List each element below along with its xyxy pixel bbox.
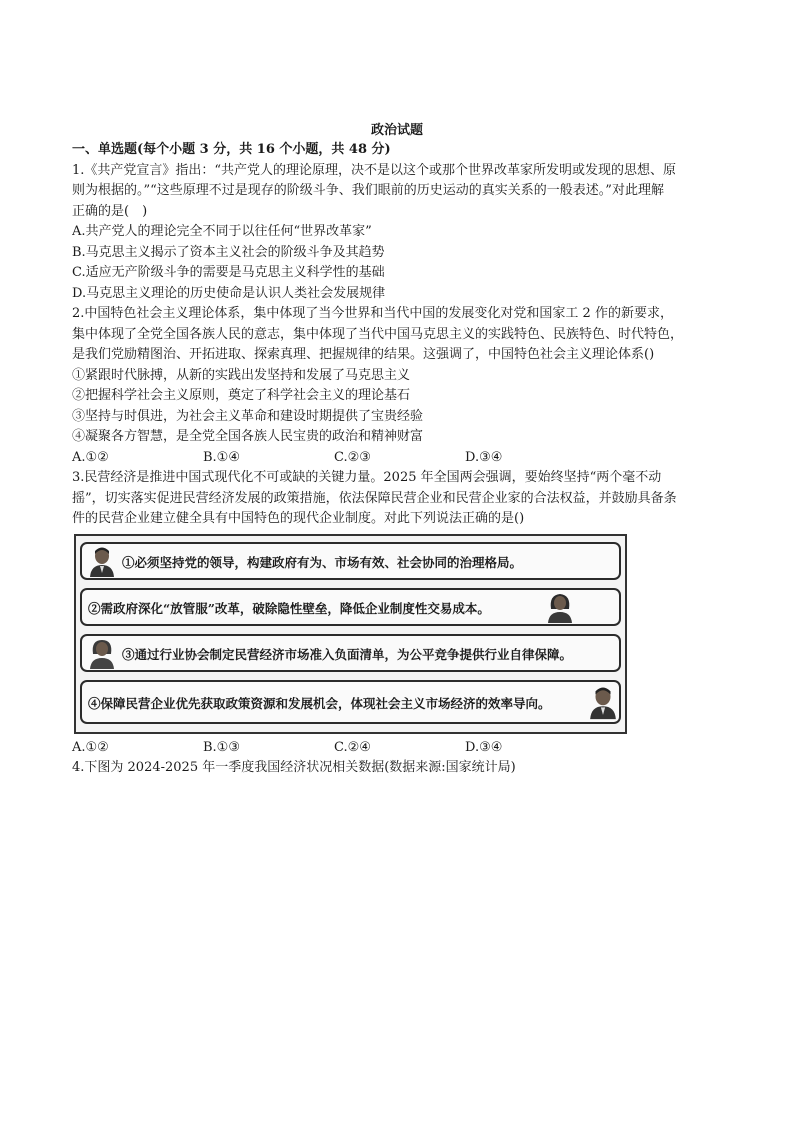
question-text: 2.中国特色社会主义理论体系，集中体现了当今世界和当代中国的发展变化对党和国家工 2 作的新要求， [72, 306, 673, 321]
question-4 [72, 758, 728, 779]
option-b: B.马克思主义揭示了资本主义社会的阶级斗争及其趋势 [72, 244, 385, 260]
choice-c: C.②④ [334, 739, 371, 755]
question-text: 4.下图为 2024-2025 年一季度我国经济状况相关数据(数据来源:国家统计局) [72, 760, 516, 775]
question-text: 3.民营经济是推进中国式现代化不可或缺的关键力量。2025 年全国两会强调，要始终坚持“两个毫不动 [72, 470, 662, 485]
choice-c: C.②③ [334, 449, 371, 465]
panel-statement-1 [80, 542, 621, 580]
statement-4: ④凝聚各方智慧，是全党全国各族人民宝贵的政治和精神财富 [72, 429, 424, 444]
option-a: A.共产党人的理论完全不同于以往任何“世界改革家” [72, 224, 372, 239]
choice-b: B.①④ [203, 449, 240, 465]
choice-a: A.①② [72, 449, 109, 465]
question-text: 正确的是( ) [72, 203, 148, 219]
statement-1: ①紧跟时代脉搏，从新的实践出发坚持和发展了马克思主义 [72, 367, 411, 383]
choice-a: A.①② [72, 739, 109, 755]
panel-text: ①必须坚持党的领导，构建政府有为、市场有效、社会协同的治理格局。 [122, 554, 523, 570]
panel-statement-4 [80, 680, 621, 724]
question-text: 集中体现了全党全国各族人民的意志，集中体现了当代中国马克思主义的实践特色、民族特色、时代特色， [72, 326, 684, 342]
panel-text: ④保障民营企业优先获取政策资源和发展机会，体现社会主义市场经济的效率导向。 [88, 695, 551, 711]
choice-d: D.③④ [465, 739, 503, 755]
answer-choices [72, 448, 728, 469]
question-text: 摇”，切实落实促进民营经济发展的政策措施，依法保障民营企业和民营企业家的合法权益，并鼓励具备条 [72, 490, 677, 506]
man-avatar-icon [88, 545, 116, 577]
option-d: D.马克思主义理论的历史使命是认识人类社会发展规律 [72, 285, 386, 301]
choice-b: B.①③ [203, 739, 240, 755]
question-text: 则为根据的。”“这些原理不过是现存的阶级斗争、我们眼前的历史运动的真实关系的一般表述。”对此理解 [72, 183, 664, 198]
statement-2: ②把握科学社会主义原则，奠定了科学社会主义的理论基石 [72, 388, 411, 403]
exam-content [72, 140, 728, 779]
woman-avatar-icon [88, 637, 116, 669]
panel-text: ③通过行业协会制定民营经济市场准入负面清单，为公平竞争提供行业自律保障。 [122, 646, 573, 662]
question-2 [72, 304, 728, 468]
question-text: 1.《共产党宣言》指出：“共产党人的理论原理，决不是以这个或那个世界改革家所发明或发现的思想、原 [72, 162, 677, 178]
answer-choices [72, 738, 728, 759]
question-1 [72, 161, 728, 305]
panel-statement-2 [80, 588, 621, 626]
panel-text: ②需政府深化“放管服”改革，破除隐性壁垒，降低企业制度性交易成本。 [88, 600, 490, 616]
man-avatar-icon [588, 684, 618, 720]
option-c: C.适应无产阶级斗争的需要是马克思主义科学性的基础 [72, 265, 385, 280]
page-title: 政治试题 [370, 123, 423, 138]
choice-d: D.③④ [465, 449, 503, 465]
question-text: 是我们党励精图治、开拓进取、探索真理、把握规律的结果。这强调了，中国特色社会主义理论体系() [72, 347, 655, 362]
section-heading: 一、单选题(每个小题 3 分，共 16 个小题，共 48 分) [72, 142, 391, 157]
question-3 [72, 468, 728, 758]
statement-panel [74, 534, 627, 734]
panel-statement-3 [80, 634, 621, 672]
woman-avatar-icon [546, 591, 574, 623]
statement-3: ③坚持与时俱进，为社会主义革命和建设时期提供了宝贵经验 [72, 408, 424, 424]
question-text: 件的民营企业建立健全具有中国特色的现代企业制度。对此下列说法正确的是() [72, 511, 525, 526]
